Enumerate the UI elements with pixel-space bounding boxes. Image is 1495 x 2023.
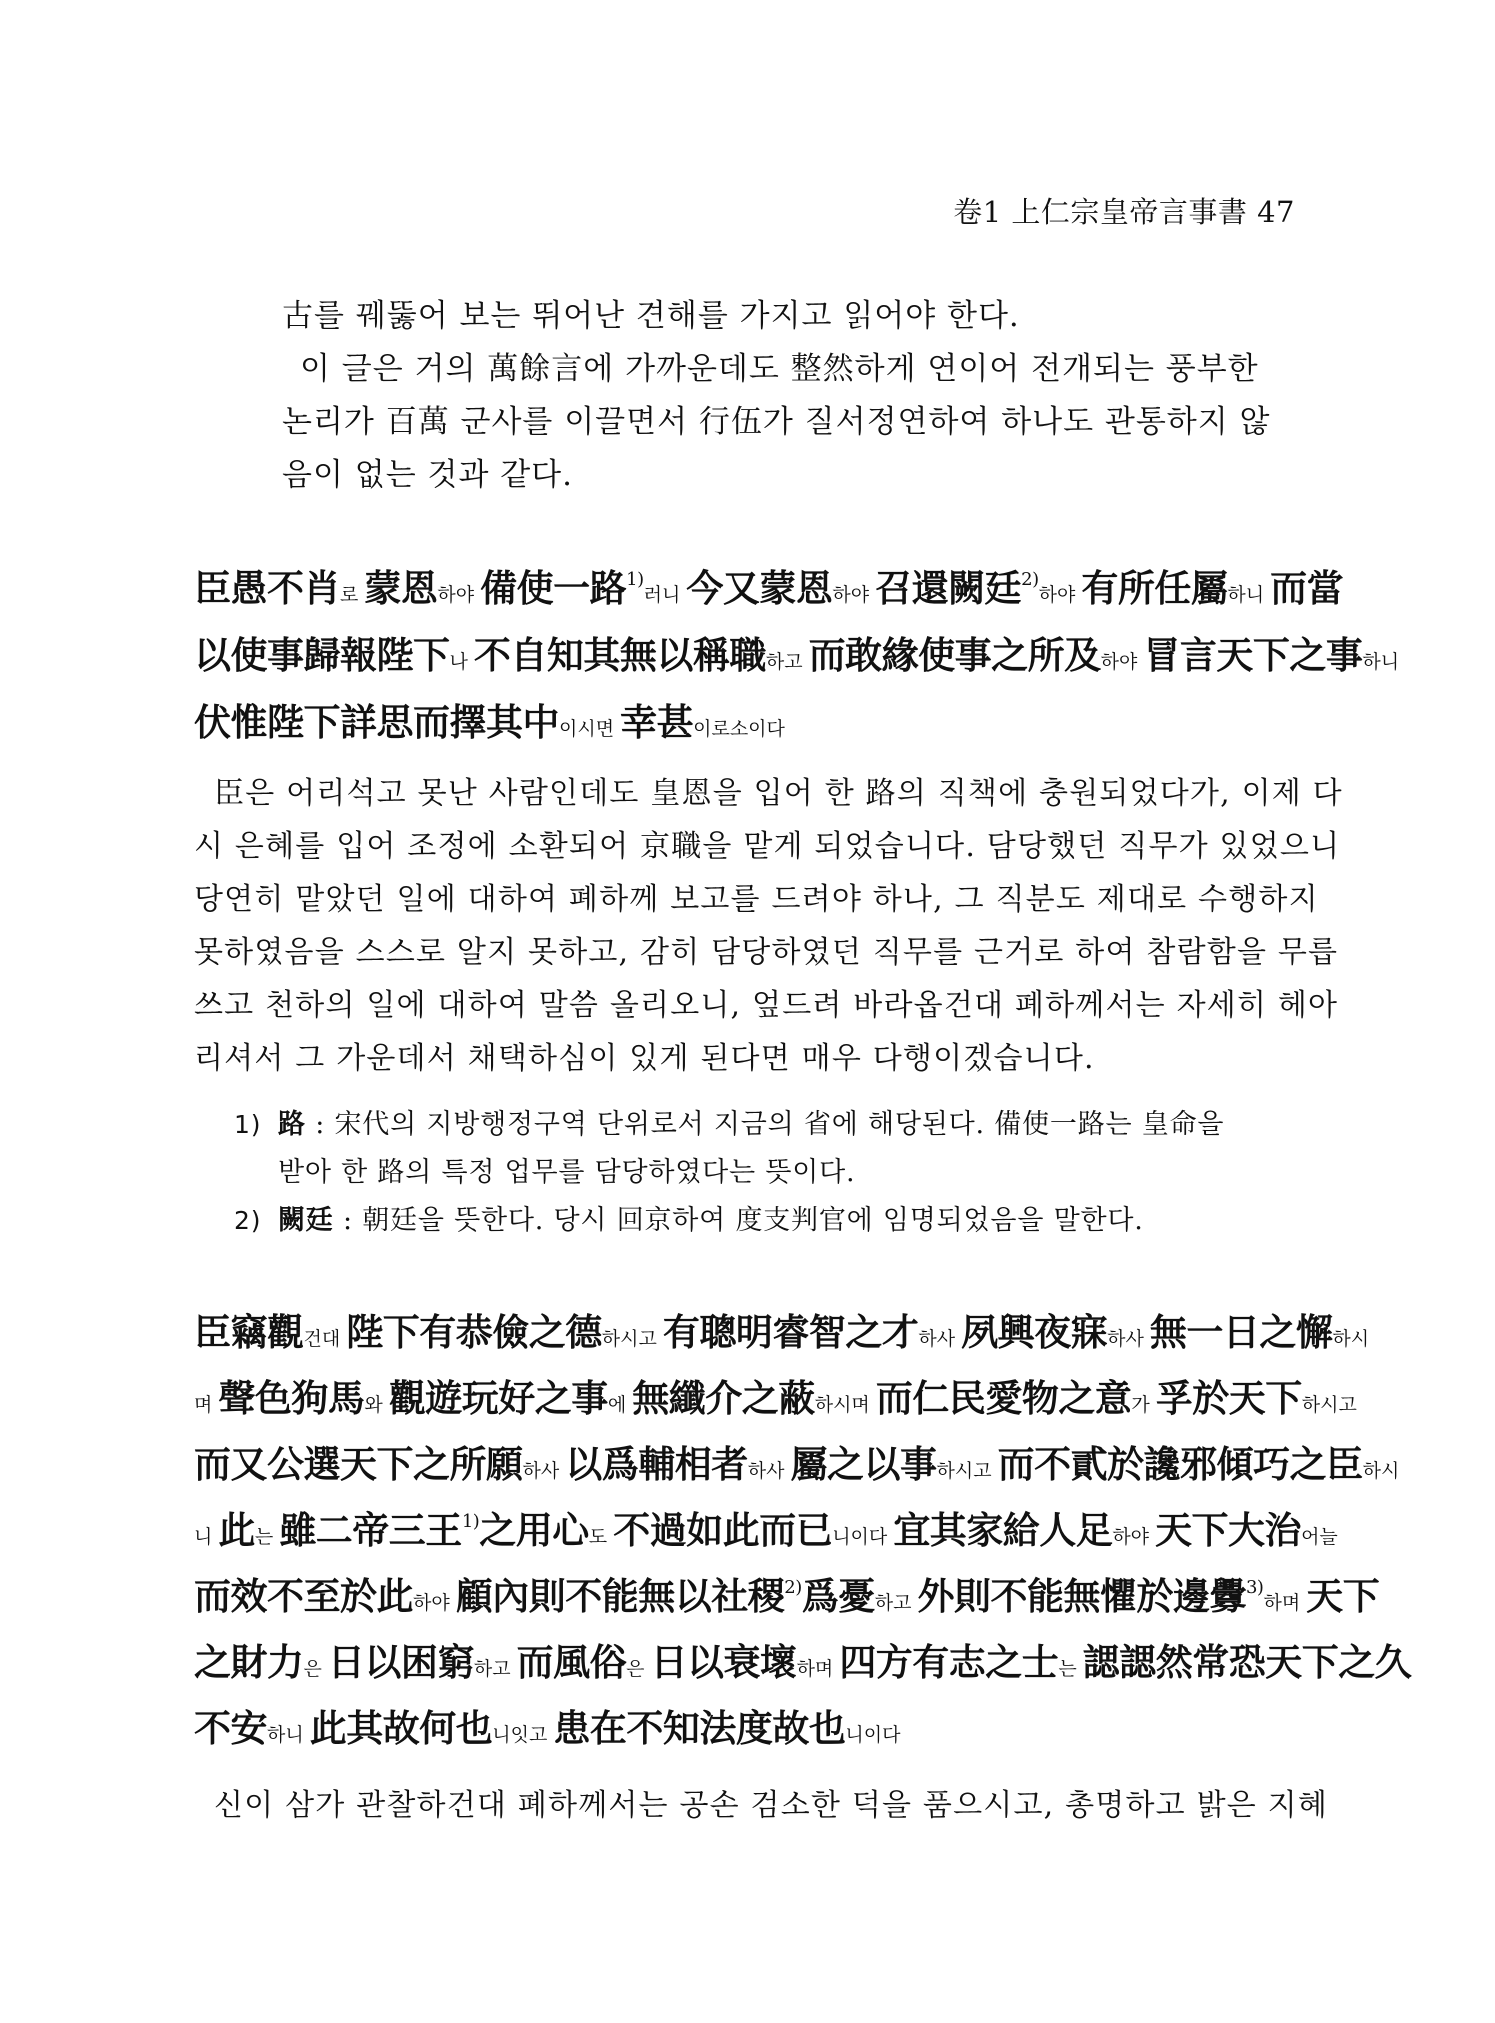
classical-line: 伏惟陛下詳思而擇其中이시면 幸甚이로소이다	[194, 700, 785, 744]
classical-line: 不安하니 此其故何也니잇고 患在不知法度故也니이다	[194, 1706, 901, 1750]
footnote-ref: 3)	[1245, 1577, 1264, 1598]
translation-line: 시 은혜를 입어 조정에 소환되어 京職을 맡게 되었습니다. 담당했던 직무가 있었으니	[194, 829, 1341, 864]
footnote-text: : 朝廷을 뜻한다. 당시 回京하여 度支判官에 임명되었음을 말한다.	[333, 1205, 1144, 1236]
classical-line: 而又公選天下之所願하사 以爲輔相者하사 屬之以事하시고 而不貳於讒邪傾巧之臣하시	[194, 1442, 1400, 1486]
translation-line: 신이 삼가 관찰하건대 폐하께서는 공손 검소한 덕을 품으시고, 총명하고 밝은 지혜	[214, 1788, 1329, 1823]
footnote-term: 闕廷	[278, 1205, 334, 1236]
classical-line: 臣愚不肖로 蒙恩하야 備使一路$^{1)}$러니 今又蒙恩하야 召還闕廷$^{2)}$하야 有所任屬하니 而當	[194, 566, 1344, 610]
footnote	[234, 1198, 1144, 1237]
translation-line: 쓰고 천하의 일에 대하여 말씀 올리오니, 엎드려 바라옵건대 폐하께서는 자세히 헤아	[194, 988, 1339, 1023]
classical-line: 臣竊觀건대 陛下有恭儉之德하시고 有聰明睿智之才하사 夙興夜寐하사 無一日之懈하시	[194, 1310, 1370, 1354]
running-header: 卷1 上仁宗皇帝言事書 47	[953, 195, 1295, 229]
classical-line: 之財力은 日以困窮하고 而風俗은 日以衰壞하며 四方有志之士는 諰諰然常恐天下之久	[194, 1640, 1412, 1684]
footnote-ref: 1)	[461, 1511, 480, 1532]
translation-line: 臣은 어리석고 못난 사람인데도 皇恩을 입어 한 路의 직책에 충원되었다가, 이제 다	[214, 776, 1343, 811]
translation-line: 당연히 맡았던 일에 대하여 폐하께 보고를 드려야 하나, 그 직분도 제대로 수행하지	[194, 882, 1319, 917]
translation-line: 못하였음을 스스로 알지 못하고, 감히 담당하였던 직무를 근거로 하여 참람함을 무릅	[194, 935, 1339, 970]
footnote-text: : 宋代의 지방행정구역 단위로서 지금의 省에 해당된다. 備使一路는 皇命을	[305, 1109, 1225, 1140]
intro-line: 음이 없는 것과 같다.	[282, 457, 573, 493]
footnote-number: 1)	[234, 1110, 262, 1139]
footnote-number: 2)	[234, 1206, 262, 1235]
classical-line: 以使事歸報陛下나 不自知其無以稱職하고 而敢緣使事之所及하야 冒言天下之事하니	[194, 633, 1400, 677]
footnote	[234, 1102, 1224, 1141]
footnote-ref: 1)	[626, 569, 644, 590]
footnote-continuation: 받아 한 路의 특정 업무를 담당하였다는 뜻이다.	[278, 1157, 856, 1188]
intro-line: 古를 꿰뚫어 보는 뛰어난 견해를 가지고 읽어야 한다.	[282, 298, 1020, 334]
footnote-ref: 2)	[1021, 569, 1039, 590]
translation-line: 리셔서 그 가운데서 채택하심이 있게 된다면 매우 다행이겠습니다.	[194, 1041, 1095, 1076]
intro-line: 논리가 百萬 군사를 이끌면서 行伍가 질서정연하여 하나도 관통하지 않	[282, 404, 1271, 440]
footnote-ref: 2)	[784, 1577, 802, 1598]
footnote-term: 路	[278, 1109, 306, 1140]
classical-line: 而效不至於此하야 顧內則不能無以社稷$^{2)}$爲憂하고 外則不能無懼於邊釁$^{3)}$하며 天下	[194, 1574, 1380, 1618]
classical-line: 니 此는 雖二帝三王$^{1)}$之用心도 不過如此而已니이다 宜其家給人足하야 天下大治어늘	[194, 1508, 1338, 1552]
intro-line: 이 글은 거의 萬餘言에 가까운데도 整然하게 연이어 전개되는 풍부한	[300, 351, 1259, 387]
classical-line: 며 聲色狗馬와 觀遊玩好之事에 無纖介之蔽하시며 而仁民愛物之意가 孚於天下하시고	[194, 1376, 1357, 1420]
